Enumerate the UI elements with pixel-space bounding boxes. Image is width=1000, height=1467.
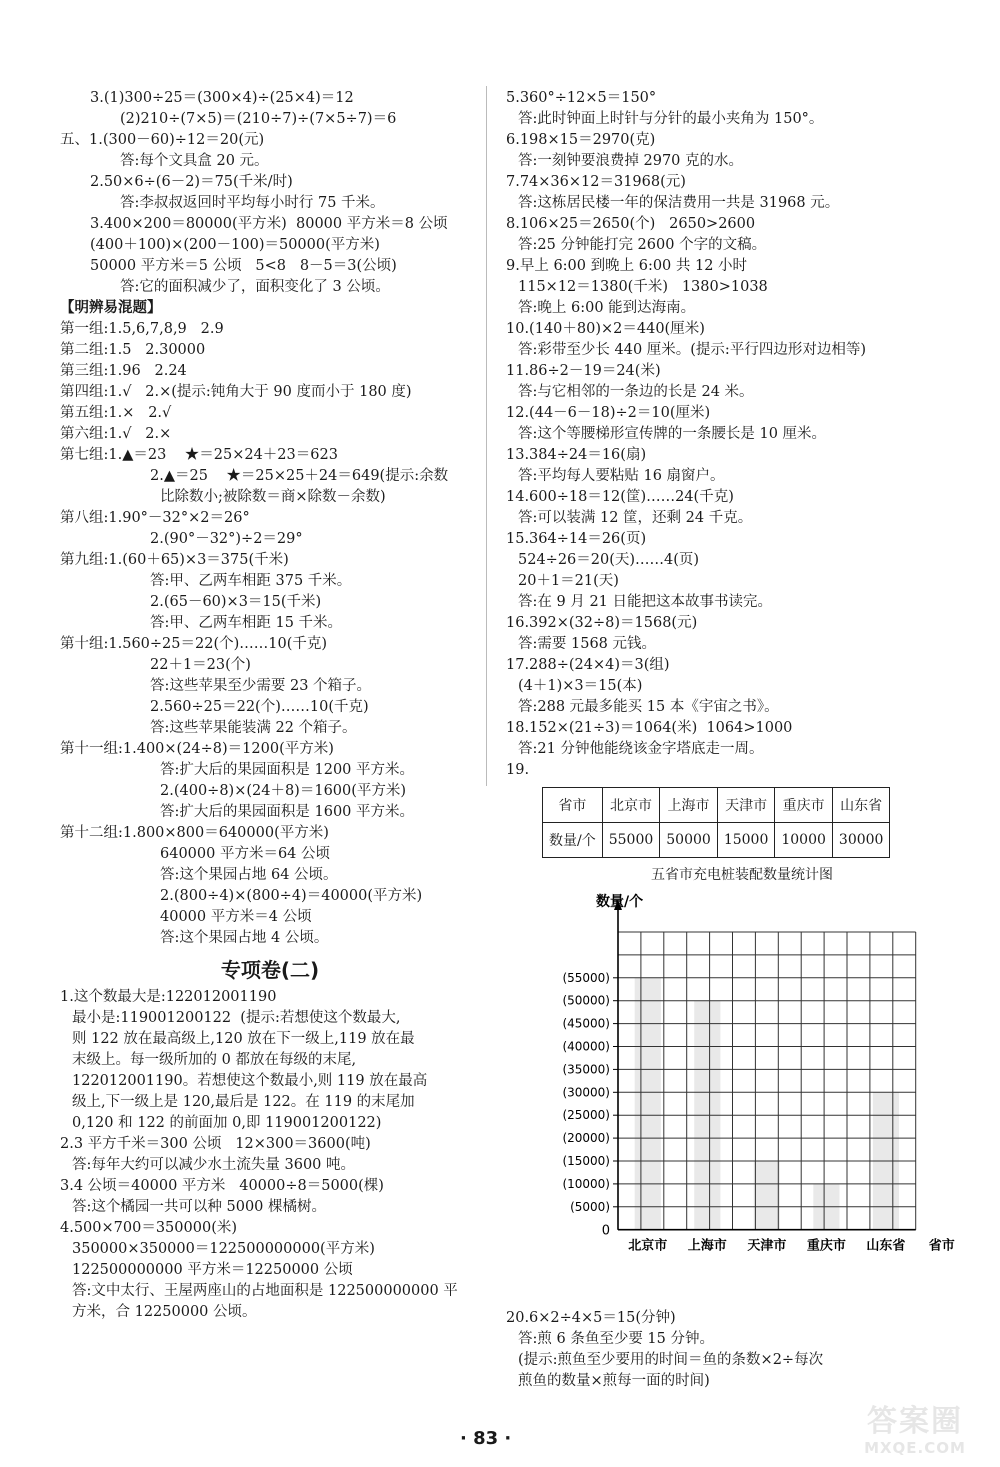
answer-line: 第六组:1.√ 2.× <box>60 426 172 442</box>
answer-line: (提示:煎鱼至少要用的时间＝鱼的条数×2÷每次 <box>518 1352 824 1368</box>
bar-天津市 <box>754 1161 780 1230</box>
y-tick-label: (30000) <box>562 1085 610 1100</box>
answer-line: 13.384÷24＝16(扇) <box>506 447 647 463</box>
answer-line: 答:每年大约可以减少水土流失量 3600 吨。 <box>72 1157 356 1173</box>
table-row <box>543 823 890 858</box>
chart-canvas <box>506 888 955 1308</box>
table-cell: 15000 <box>717 823 775 858</box>
answer-line: 20＋1＝21(天) <box>518 573 619 589</box>
answer-line: 第二组:1.5 2.30000 <box>60 342 206 358</box>
right-column <box>506 88 955 1392</box>
answer-line: 答:扩大后的果园面积是 1200 平方米。 <box>160 762 415 778</box>
answer-line: 答:每个文具盒 20 元。 <box>120 153 269 169</box>
answer-line: 10.(140＋80)×2＝440(厘米) <box>506 321 705 337</box>
answer-line: 答:这个橘园一共可以种 5000 棵橘树。 <box>72 1199 327 1215</box>
answer-line: 第十组:1.560÷25＝22(个)……10(千克) <box>60 636 328 652</box>
x-tick-label: 上海市 <box>687 1238 727 1254</box>
answer-line: 2.(400÷8)×(24＋8)＝1600(平方米) <box>160 783 407 799</box>
answer-line: 煎鱼的数量×煎每一面的时间) <box>518 1373 710 1389</box>
answer-line: 5.360°÷12×5＝150° <box>506 90 657 106</box>
answer-line: 答:这栋居民楼一年的保洁费用一共是 31968 元。 <box>518 195 840 211</box>
answer-line: 答:这个等腰梯形宣传牌的一条腰长是 10 厘米。 <box>518 426 827 442</box>
answer-line: 答:彩带至少长 440 厘米。(提示:平行四边形对边相等) <box>518 342 866 358</box>
answer-line: 答:288 元最多能买 15 本《宇宙之书》。 <box>518 699 779 715</box>
answer-line: 五、1.(300－60)÷12＝20(元) <box>60 132 265 148</box>
answer-line: 1.这个数最大是:122012001190 <box>60 989 277 1005</box>
answer-line: 第四组:1.√ 2.×(提示:钝角大于 90 度而小于 180 度) <box>60 384 412 400</box>
y-tick-label: (45000) <box>562 1016 610 1031</box>
left-column <box>60 88 480 1323</box>
answer-line: 2.(65－60)×3＝15(千米) <box>150 594 322 610</box>
answer-line: 115×12＝1380(千米) 1380>1038 <box>518 279 768 295</box>
answer-line: 答:煎 6 条鱼至少要 15 分钟。 <box>518 1331 714 1347</box>
answer-line: 第五组:1.× 2.√ <box>60 405 172 421</box>
table-cell: 10000 <box>775 823 833 858</box>
x-tick-label: 重庆市 <box>806 1238 846 1254</box>
answer-line: 答:这些苹果至少需要 23 个箱子。 <box>150 678 372 694</box>
answer-line: 11.86÷2－19＝24(米) <box>506 363 661 379</box>
answer-line: 50000 平方米＝5 公顷 5<8 8－5＝3(公顷) <box>90 258 397 274</box>
answer-line: 答:甲、乙两车相距 15 千米。 <box>150 615 343 631</box>
answer-line: 12.(44－6－18)÷2＝10(厘米) <box>506 405 711 421</box>
answer-line: 2.50×6÷(6－2)＝75(千米/时) <box>90 174 293 190</box>
table-cell: 山东省 <box>832 788 890 823</box>
x-axis-label: 省市 <box>928 1238 955 1254</box>
section-heading: 专项卷(二) <box>220 958 320 982</box>
answer-line: 17.288÷(24×4)＝3(组) <box>506 657 670 673</box>
answer-line: 第七组:1.▲＝23 ★＝25×24＋23＝623 <box>60 447 338 463</box>
y-axis-label: 数量/个 <box>596 894 644 910</box>
answer-line: 14.600÷18＝12(筐)……24(千克) <box>506 489 734 505</box>
answer-line: 【明辨易混题】 <box>60 300 162 316</box>
answer-line: 7.74×36×12＝31968(元) <box>506 174 686 190</box>
y-tick-label: (5000) <box>570 1199 610 1214</box>
answer-line: 2.(800÷4)×(800÷4)＝40000(平方米) <box>160 888 423 904</box>
table-cell: 数量/个 <box>543 823 603 858</box>
answer-line: 答:需要 1568 元钱。 <box>518 636 657 652</box>
right-answers-bottom <box>506 1308 946 1392</box>
y-tick-label: (10000) <box>562 1176 610 1191</box>
column-divider <box>486 86 487 786</box>
table-cell: 50000 <box>660 823 718 858</box>
origin-label: 0 <box>601 1223 610 1239</box>
answer-line: 0,120 和 122 的前面加 0,即 119001200122) <box>72 1115 382 1131</box>
answer-line: 方米，合 12250000 公顷。 <box>72 1304 257 1320</box>
answer-line: (4＋1)×3＝15(本) <box>518 678 643 694</box>
answer-line: 答:李叔叔返回时平均每小时行 75 千米。 <box>120 195 385 211</box>
answer-line: 524÷26＝20(天)……4(页) <box>518 552 700 568</box>
answer-line: 8.106×25＝2650(个) 2650>2600 <box>506 216 756 232</box>
answer-line: 答:平均每人要粘贴 16 扇窗户。 <box>518 468 725 484</box>
table-row <box>543 788 890 823</box>
answer-line: 答:与它相邻的一条边的长是 24 米。 <box>518 384 754 400</box>
answer-line: 答:这些苹果能装满 22 个箱子。 <box>150 720 357 736</box>
answer-line: 最小是:119001200122 (提示:若想使这个数最大, <box>72 1010 401 1026</box>
answer-line: 答:25 分钟能打完 2600 个字的文稿。 <box>518 237 767 253</box>
answer-line: 3.(1)300÷25＝(300×4)÷(25×4)＝12 <box>90 90 354 106</box>
answer-line: 答:它的面积减少了，面积变化了 3 公顷。 <box>120 279 390 295</box>
bar-北京市 <box>635 978 661 1230</box>
answer-line: 4.500×700＝350000(米) <box>60 1220 238 1236</box>
answer-line: 答:晚上 6:00 能到达海南。 <box>518 300 696 316</box>
answer-line: (400＋100)×(200－100)＝50000(平方米) <box>90 237 380 253</box>
y-tick-label: (20000) <box>562 1131 610 1146</box>
answer-line: 第十二组:1.800×800＝640000(平方米) <box>60 825 329 841</box>
x-tick-label: 天津市 <box>747 1238 787 1254</box>
table-cell: 30000 <box>832 823 890 858</box>
table-cell: 上海市 <box>660 788 718 823</box>
answer-line: 第一组:1.5,6,7,8,9 2.9 <box>60 321 224 337</box>
answer-line: 则 122 放在最高级上,120 放在下一级上,119 放在最 <box>72 1031 415 1047</box>
answer-line: 640000 平方米＝64 公顷 <box>160 846 331 862</box>
answer-line: 122500000000 平方米＝12250000 公顷 <box>72 1262 353 1278</box>
table-cell: 55000 <box>602 823 660 858</box>
answer-line: 22＋1＝23(个) <box>150 657 251 673</box>
answer-line: 40000 平方米＝4 公顷 <box>160 909 312 925</box>
answer-line: 答:甲、乙两车相距 375 千米。 <box>150 573 352 589</box>
answer-line: 答:21 分钟他能绕该金字塔底走一周。 <box>518 741 764 757</box>
y-tick-label: (55000) <box>562 970 610 985</box>
x-tick-label: 山东省 <box>866 1238 906 1254</box>
answer-line: 级上,下一级上是 120,最后是 122。在 119 的末尾加 <box>72 1094 415 1110</box>
y-tick-label: (40000) <box>562 1039 610 1054</box>
answer-line: 2.3 平方千米＝300 公顷 12×300＝3600(吨) <box>60 1136 371 1152</box>
data-table <box>542 787 890 858</box>
answer-line: 2.560÷25＝22(个)……10(千克) <box>150 699 369 715</box>
answer-line: 答:可以装满 12 筐，还剩 24 千克。 <box>518 510 753 526</box>
table-cell: 天津市 <box>717 788 775 823</box>
y-tick-label: (35000) <box>562 1062 610 1077</box>
answer-line: 2.▲＝25 ★＝25×25＋24＝649(提示:余数 <box>150 468 449 484</box>
answer-line: 第九组:1.(60＋65)×3＝375(千米) <box>60 552 289 568</box>
answer-line: 19. <box>506 762 530 778</box>
answer-line: 答:此时钟面上时针与分针的最小夹角为 150°。 <box>518 111 824 127</box>
answer-line: 答:这个果园占地 4 公顷。 <box>160 930 329 946</box>
page-number: · 83 · <box>460 1428 512 1449</box>
answer-line: (2)210÷(7×5)＝(210÷7)÷(7×5÷7)＝6 <box>120 111 397 127</box>
answer-line: 18.152×(21÷3)＝1064(米) 1064>1000 <box>506 720 793 736</box>
answer-line: 末级上。每一级所加的 0 都放在每级的末尾, <box>72 1052 357 1068</box>
y-tick-label: (50000) <box>562 993 610 1008</box>
chart-title: 五省市充电桩装配数量统计图 <box>651 867 833 883</box>
answer-line: 答:这个果园占地 64 公顷。 <box>160 867 338 883</box>
y-tick-label: (25000) <box>562 1108 610 1123</box>
answer-line: 3.400×200＝80000(平方米) 80000 平方米＝8 公顷 <box>90 216 448 232</box>
answer-line: 答:文中太行、王屋两座山的占地面积是 122500000000 平 <box>72 1283 458 1299</box>
answer-line: 3.4 公顷＝40000 平方米 40000÷8＝5000(棵) <box>60 1178 384 1194</box>
answer-line: 第八组:1.90°－32°×2＝26° <box>60 510 250 526</box>
answer-line: 比除数小;被除数＝商×除数－余数) <box>160 489 386 505</box>
table-cell: 省市 <box>543 788 603 823</box>
answer-line: 20.6×2÷4×5＝15(分钟) <box>506 1310 676 1326</box>
watermark-logo: 答案圈 MXQE.COM <box>864 1404 966 1457</box>
answer-line: 9.早上 6:00 到晚上 6:00 共 12 小时 <box>506 258 748 274</box>
table-cell: 重庆市 <box>775 788 833 823</box>
y-tick-label: (15000) <box>562 1154 610 1168</box>
answer-line: 答:在 9 月 21 日能把这本故事书读完。 <box>518 594 772 610</box>
x-tick-label: 北京市 <box>628 1238 668 1254</box>
right-answers-top <box>506 88 946 781</box>
answer-line: 答:一刻钟要浪费掉 2970 克的水。 <box>518 153 744 169</box>
bar-chart <box>506 888 955 1308</box>
answer-line: 2.(90°－32°)÷2＝29° <box>150 531 303 547</box>
answer-line: 6.198×15＝2970(克) <box>506 132 656 148</box>
answer-line: 第三组:1.96 2.24 <box>60 363 187 379</box>
table-cell: 北京市 <box>602 788 660 823</box>
answer-line: 答:扩大后的果园面积是 1600 平方米。 <box>160 804 415 820</box>
answer-line: 第十一组:1.400×(24÷8)＝1200(平方米) <box>60 741 334 757</box>
answer-line: 122012001190。若想使这个数最小,则 119 放在最高 <box>72 1073 428 1089</box>
answer-line: 15.364÷14＝26(页) <box>506 531 647 547</box>
answer-line: 350000×350000＝122500000000(平方米) <box>72 1241 375 1257</box>
answer-line: 16.392×(32÷8)＝1568(元) <box>506 615 698 631</box>
